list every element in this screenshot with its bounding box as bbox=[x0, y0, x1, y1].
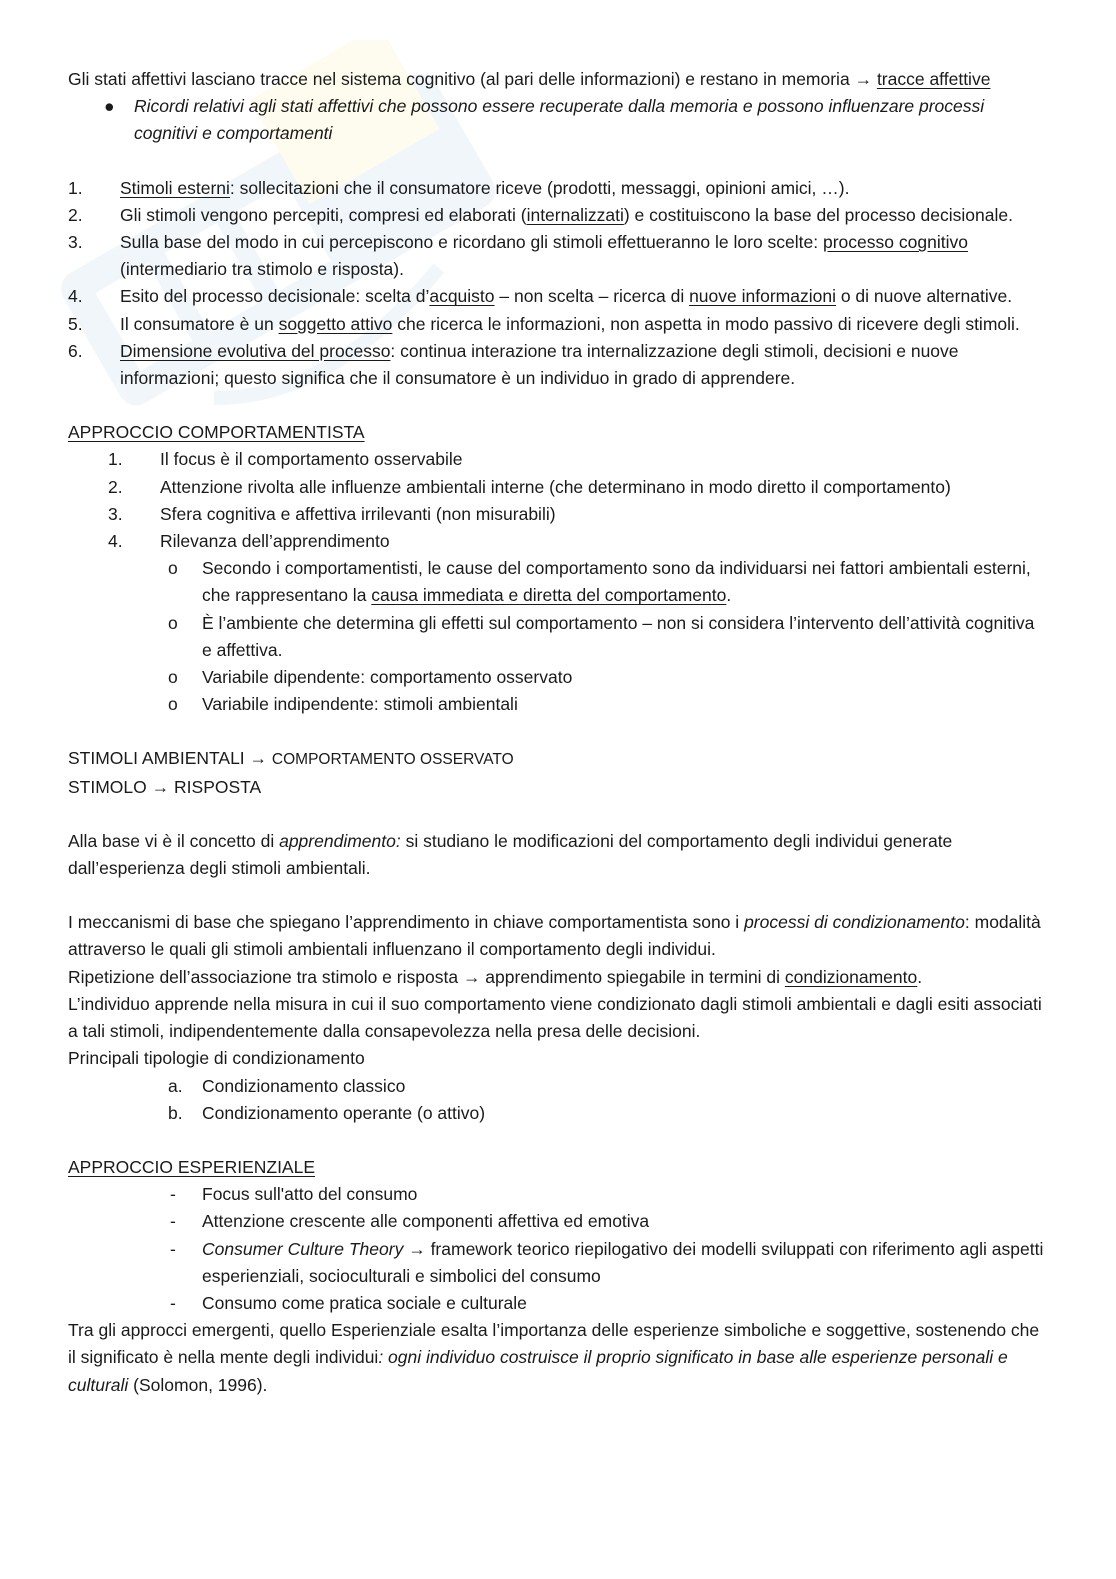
numbered-item-3: 3. Sulla base del modo in cui percepiscono e ricordano gli stimoli effettueranno le loro scelte: processo cognitivo (intermediario tra stimolo e risposta). bbox=[68, 232, 968, 280]
numbered-item-4: 4. Esito del processo decisionale: scelta d’acquisto – non scelta – ricerca di nuove informazioni o di nuove alternative. bbox=[68, 286, 1013, 307]
list-item: - Focus sull'atto del consumo bbox=[68, 1181, 1048, 1208]
document-body bbox=[68, 66, 1048, 1399]
list-item: - Consumo come pratica sociale e culturale bbox=[68, 1290, 1048, 1317]
circle-bullet-icon: o bbox=[168, 694, 178, 715]
dash-bullet-icon: - bbox=[170, 1184, 176, 1205]
paragraph-apprendimento: Alla base vi è il concetto di apprendimento: si studiano le modificazioni del comportamento degli individui generate dall’esperienza degli stimoli ambientali. bbox=[68, 830, 953, 879]
sub-list-item: o È l’ambiente che determina gli effetti sul comportamento – non si considera l’intervento dell’attività cognitiva e affettiva. bbox=[68, 610, 1048, 664]
dash-bullet-icon: - bbox=[170, 1238, 176, 1259]
dash-bullet-icon: - bbox=[170, 1211, 176, 1232]
stimoli-line-1: STIMOLI AMBIENTALI → COMPORTAMENTO OSSERVATO bbox=[68, 748, 514, 769]
list-item: 4. Rilevanza dell’apprendimento bbox=[108, 531, 390, 552]
arrow-right-icon: → bbox=[151, 776, 170, 797]
sub-list-item: o Secondo i comportamentisti, le cause del comportamento sono da individuarsi nei fattori ambientali esterni, che rappresentano la causa immediata e diretta del comportamento. bbox=[68, 555, 1048, 609]
section-heading-comportamentista: APPROCCIO COMPORTAMENTISTA bbox=[68, 422, 365, 443]
list-item: 2. Attenzione rivolta alle influenze ambientali interne (che determinano in modo diretto il comportamento) bbox=[108, 476, 951, 497]
list-item: 1. Il focus è il comportamento osservabile bbox=[108, 449, 463, 470]
stimoli-line-2: STIMOLO → RISPOSTA bbox=[68, 776, 262, 797]
section-heading-esperienziale: APPROCCIO ESPERIENZIALE bbox=[68, 1156, 316, 1177]
arrow-right-icon: → bbox=[408, 1238, 426, 1259]
circle-bullet-icon: o bbox=[168, 667, 178, 688]
arrow-right-icon: → bbox=[854, 69, 873, 89]
paragraph-individuo: L’individuo apprende nella misura in cui il suo comportamento viene condizionato dagli stimoli ambientali e dagli esiti associati a tali stimoli, indipendentemente dalla consapevolezza nella presa delle decisioni. bbox=[68, 993, 1042, 1042]
bullet-dot-icon: ● bbox=[104, 96, 115, 117]
paragraph-meccanismi: I meccanismi di base che spiegano l’apprendimento in chiave comportamentista sono i processi di condizionamento: modalità attraverso le quali gli stimoli ambientali influenzano il comportamento degli individui. bbox=[68, 912, 1041, 960]
paragraph-ripetizione: Ripetizione dell’associazione tra stimolo e risposta → apprendimento spiegabile in termini di condizionamento. bbox=[68, 966, 923, 987]
numbered-item-5: 5. Il consumatore è un soggetto attivo che ricerca le informazioni, non aspetta in modo passivo di ricevere degli stimoli. bbox=[68, 313, 1020, 334]
sub-list-item: o Variabile dipendente: comportamento osservato bbox=[68, 664, 1048, 691]
intro-underlined-term: tracce affettive bbox=[876, 69, 991, 89]
numbered-item-1: 1. Stimoli esterni: sollecitazioni che il consumatore riceve (prodotti, messaggi, opinioni amici, …). bbox=[68, 177, 850, 198]
list-item: 3. Sfera cognitiva e affettiva irrilevanti (non misurabili) bbox=[108, 503, 556, 524]
numbered-item-6: 6. Dimensione evolutiva del processo: continua interazione tra internalizzazione degli stimoli, decisioni e nuove informazioni; questo significa che il consumatore è un individuo in grado di apprendere. bbox=[68, 340, 959, 389]
circle-bullet-icon: o bbox=[168, 558, 178, 579]
list-item: - Consumer Culture Theory → framework teorico riepilogativo dei modelli sviluppati con riferimento agli aspetti esperienziali, socioculturali e simbolici del consumo bbox=[68, 1236, 1048, 1290]
numbered-item-2: 2. Gli stimoli vengono percepiti, compresi ed elaborati (internalizzati) e costituiscono la base del processo decisionale. bbox=[68, 204, 1013, 225]
arrow-right-icon: → bbox=[462, 966, 481, 987]
sub-list-item: o Variabile indipendente: stimoli ambientali bbox=[68, 691, 1048, 718]
list-item: - Attenzione crescente alle componenti affettiva ed emotiva bbox=[68, 1208, 1048, 1235]
paragraph-tipologie: Principali tipologie di condizionamento bbox=[68, 1048, 365, 1069]
bullet-item: ● Ricordi relativi agli stati affettivi che possono essere recuperate dalla memoria e possono influenzare processi cognitivi e comportamenti bbox=[68, 93, 1048, 147]
arrow-right-icon: → bbox=[249, 748, 268, 769]
dash-bullet-icon: - bbox=[170, 1292, 176, 1313]
paragraph-closing: Tra gli approcci emergenti, quello Esperienziale esalta l’importanza delle esperienze simboliche e soggettive, sostenendo che il significato è nella mente degli individui: ogni individuo costruisce il proprio significato in base alle esperienze personali e culturali (Solomon, 1996). bbox=[68, 1320, 1040, 1395]
list-item: b. Condizionamento operante (o attivo) bbox=[168, 1102, 486, 1123]
list-item: a. Condizionamento classico bbox=[168, 1075, 406, 1096]
intro-paragraph: Gli stati affettivi lasciano tracce nel sistema cognitivo (al pari delle informazioni) e restano in memoria → tracce affettive bbox=[68, 69, 991, 89]
circle-bullet-icon: o bbox=[168, 612, 178, 633]
